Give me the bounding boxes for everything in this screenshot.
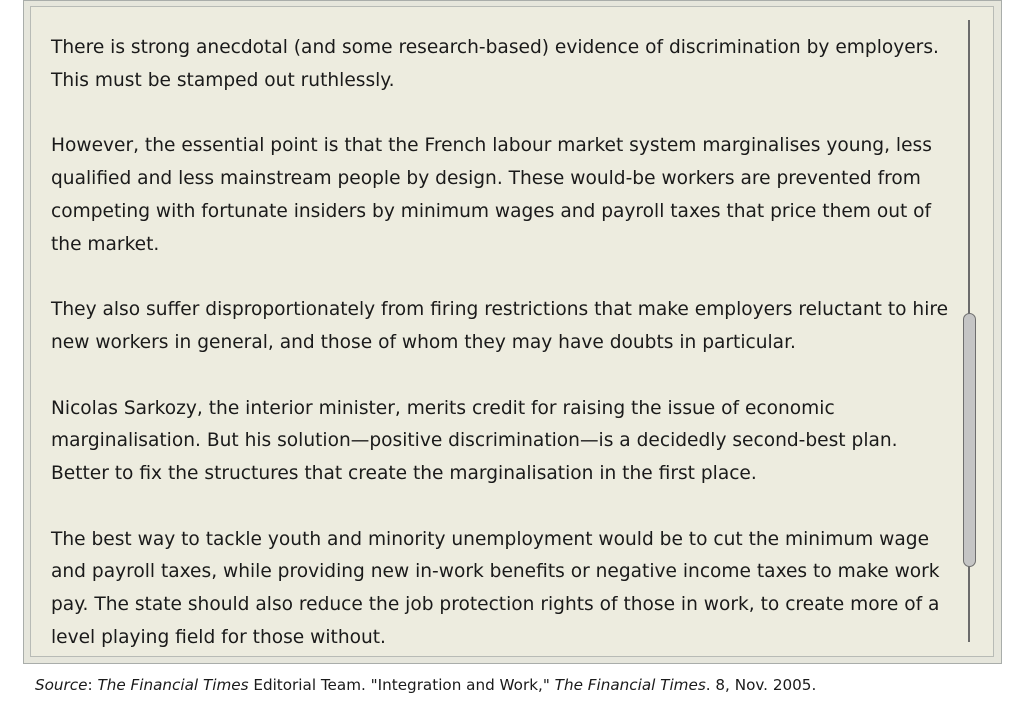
- publication-name: The Financial Times: [97, 676, 249, 694]
- passage-paragraph-1: There is strong anecdotal (and some research-based) evidence of discrimination by employers. This must be stamped out ruthlessly.: [51, 37, 939, 91]
- passage-paragraph-4: Nicolas Sarkozy, the interior minister, merits credit for raising the issue of economic marginalisation. But his solution—positive discrimination—is a decidedly second-best plan. Better to fix the structures that create the marginalisation in the first place.: [51, 397, 898, 485]
- source-colon: :: [87, 676, 98, 694]
- scrollbar-thumb[interactable]: [963, 313, 976, 567]
- publication-name-2: The Financial Times: [554, 676, 706, 694]
- passage-panel[interactable]: [30, 6, 994, 657]
- citation-date: . 8, Nov. 2005.: [705, 676, 817, 694]
- passage-paragraph-2: However, the essential point is that the French labour market system marginalises young, less qualified and less mainstream people by design. These would-be workers are prevented from competing with fortunate insiders by minimum wages and payroll taxes that price them out of the market.: [51, 135, 932, 255]
- passage-paragraph-3: They also suffer disproportionately from firing restrictions that make employers reluctant to hire new workers in general, and those of whom they may have doubts in particular.: [51, 299, 949, 353]
- citation-title: Editorial Team. "Integration and Work,": [248, 676, 555, 694]
- passage-text: [51, 32, 951, 657]
- source-label: Source: [35, 676, 88, 694]
- source-citation: [35, 676, 816, 694]
- passage-paragraph-5: The best way to tackle youth and minority unemployment would be to cut the minimum wage and payroll taxes, while providing new in-work benefits or negative income taxes to make work pay. The state should also reduce the job protection rights of those in work, to create more of a level playing field for those without.: [51, 528, 940, 648]
